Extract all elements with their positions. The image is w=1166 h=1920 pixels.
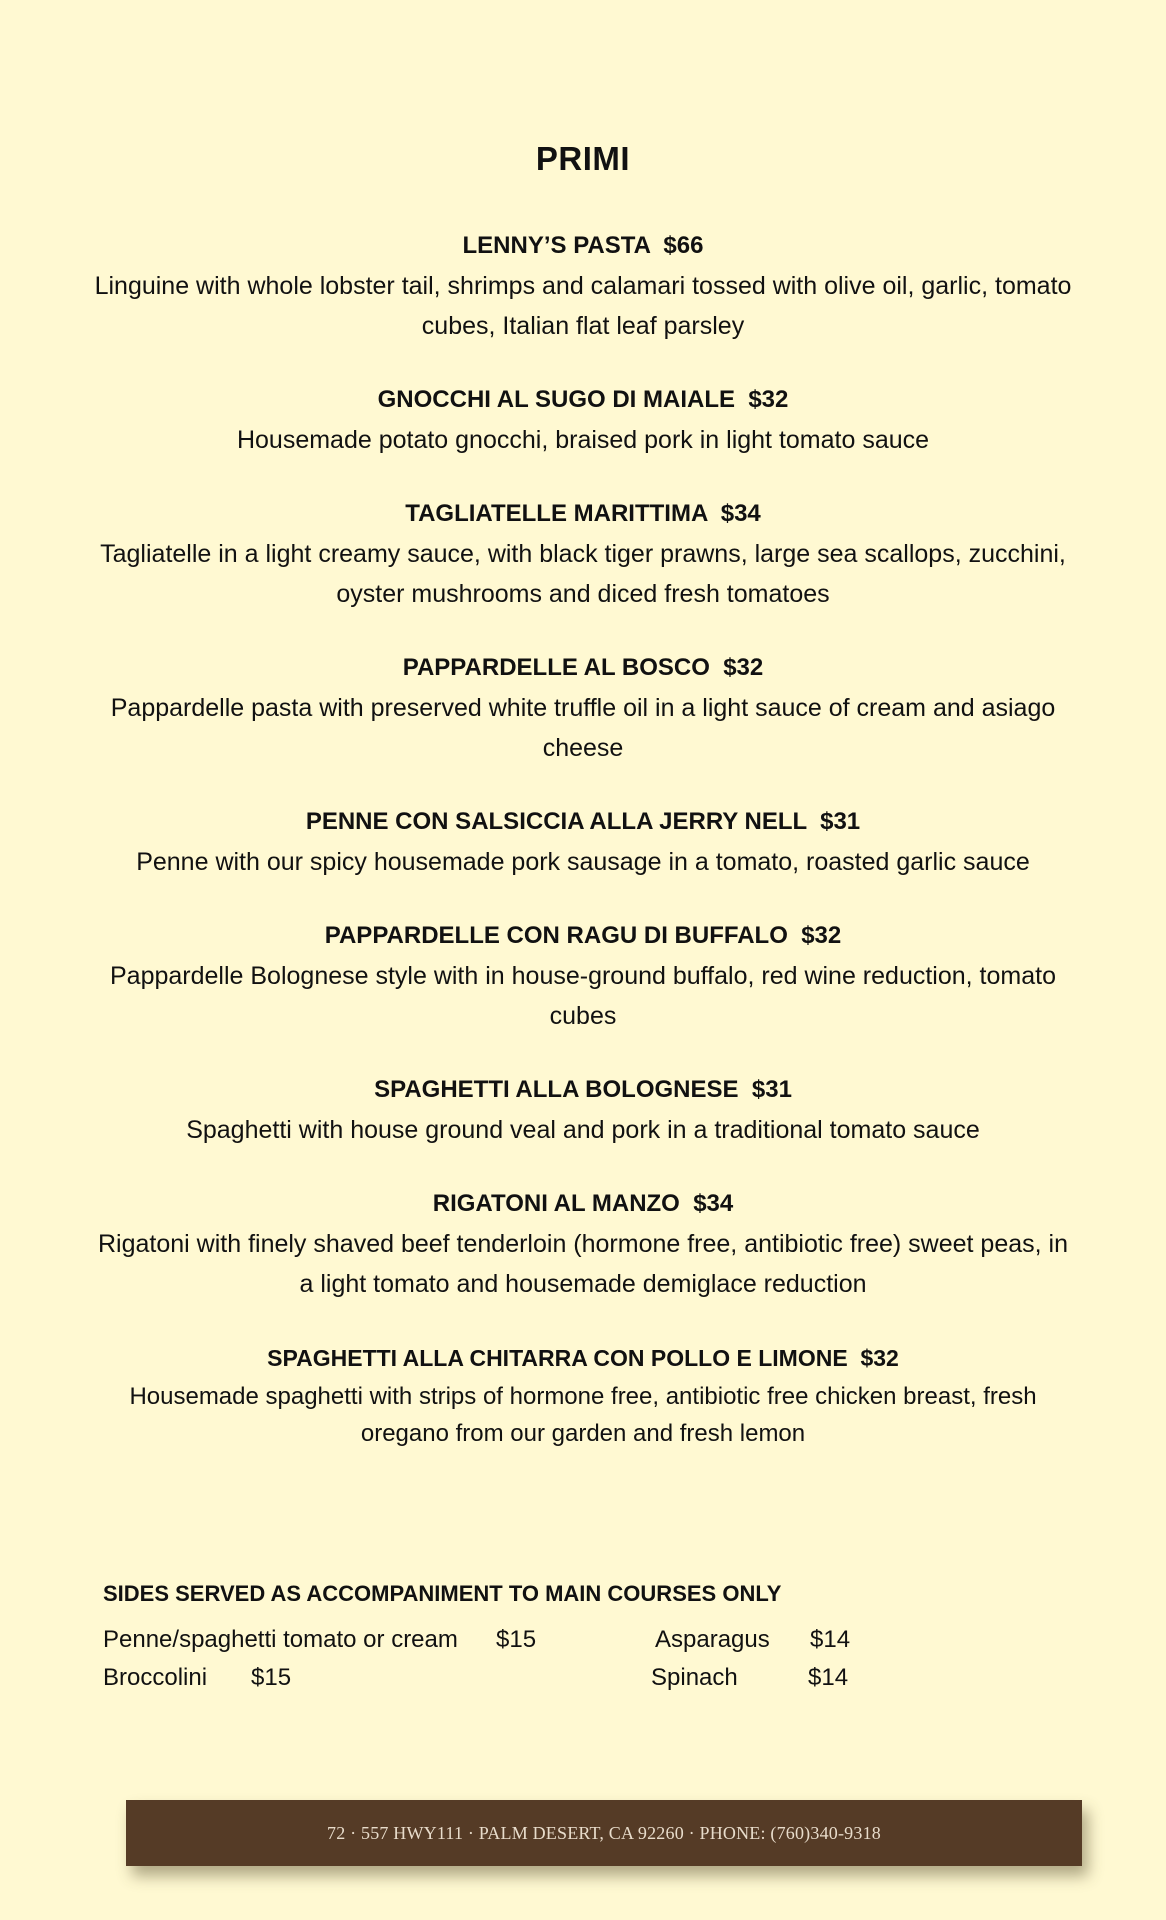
menu-item	[90, 380, 1076, 460]
side-item	[651, 1664, 849, 1692]
menu-item	[90, 1070, 1076, 1150]
side-price: $14	[810, 1626, 851, 1653]
menu-items	[90, 226, 1076, 1486]
item-description: Penne with our spicy housemade pork sausage in a tomato, roasted garlic sauce	[136, 848, 1030, 876]
side-item	[103, 1664, 292, 1692]
menu-item	[90, 494, 1076, 614]
side-name: Spinach	[651, 1664, 738, 1691]
item-description: Housemade spaghetti with strips of hormone free, antibiotic free chicken breast, fresh oregano from our garden and fresh lemon	[129, 1383, 1037, 1447]
item-description: Linguine with whole lobster tail, shrimps and calamari tossed with olive oil, garlic, tomato cubes, Italian flat leaf parsley	[94, 272, 1072, 340]
footer-bar	[126, 1800, 1082, 1866]
sides-title: SIDES SERVED AS ACCOMPANIMENT TO MAIN COURSES ONLY	[103, 1581, 782, 1606]
item-name: TAGLIATELLE MARITTIMA $34	[405, 500, 761, 527]
item-description: Pappardelle Bolognese style with in house-ground buffalo, red wine reduction, tomato cubes	[110, 962, 1056, 1030]
side-name: Penne/spaghetti tomato or cream	[103, 1626, 458, 1653]
side-name: Asparagus	[655, 1626, 770, 1653]
sides-list	[103, 1626, 1003, 1706]
item-description: Tagliatelle in a light creamy sauce, with black tiger prawns, large sea scallops, zucchini, oyster mushrooms and diced fresh tomatoes	[100, 540, 1066, 608]
section-title: PRIMI	[535, 140, 631, 177]
item-name: SPAGHETTI ALLA CHITARRA CON POLLO E LIMONE $32	[267, 1345, 899, 1371]
item-name: RIGATONI AL MANZO $34	[432, 1190, 734, 1217]
item-description: Pappardelle pasta with preserved white truffle oil in a light sauce of cream and asiago cheese	[110, 694, 1056, 762]
side-price: $15	[251, 1664, 292, 1691]
menu-item	[90, 648, 1076, 768]
side-item	[103, 1626, 537, 1654]
sides-section	[103, 1576, 1003, 1706]
side-price: $14	[808, 1664, 849, 1691]
item-description: Spaghetti with house ground veal and pork in a traditional tomato sauce	[186, 1116, 980, 1144]
item-name: LENNY’S PASTA $66	[462, 232, 704, 259]
side-item	[655, 1626, 851, 1654]
item-name: GNOCCHI AL SUGO DI MAIALE $32	[377, 386, 789, 413]
menu-item	[90, 1338, 1076, 1452]
menu-item	[90, 1184, 1076, 1304]
item-description: Housemade potato gnocchi, braised pork in light tomato sauce	[236, 426, 930, 454]
item-name: SPAGHETTI ALLA BOLOGNESE $31	[374, 1076, 792, 1103]
menu-item	[90, 226, 1076, 346]
item-description: Rigatoni with finely shaved beef tenderloin (hormone free, antibiotic free) sweet peas, in a light tomato and housemade demiglace reduction	[98, 1230, 1068, 1298]
item-name: PAPPARDELLE CON RAGU DI BUFFALO $32	[324, 922, 842, 949]
footer-address: 72 · 557 HWY111 · PALM DESERT, CA 92260 · PHONE: (760)340-9318	[327, 1822, 881, 1843]
menu-item	[90, 802, 1076, 882]
item-name: PENNE CON SALSICCIA ALLA JERRY NELL $31	[305, 808, 861, 835]
item-name: PAPPARDELLE AL BOSCO $32	[402, 654, 764, 681]
menu-item	[90, 916, 1076, 1036]
side-name: Broccolini	[103, 1664, 208, 1691]
side-price: $15	[496, 1626, 537, 1653]
